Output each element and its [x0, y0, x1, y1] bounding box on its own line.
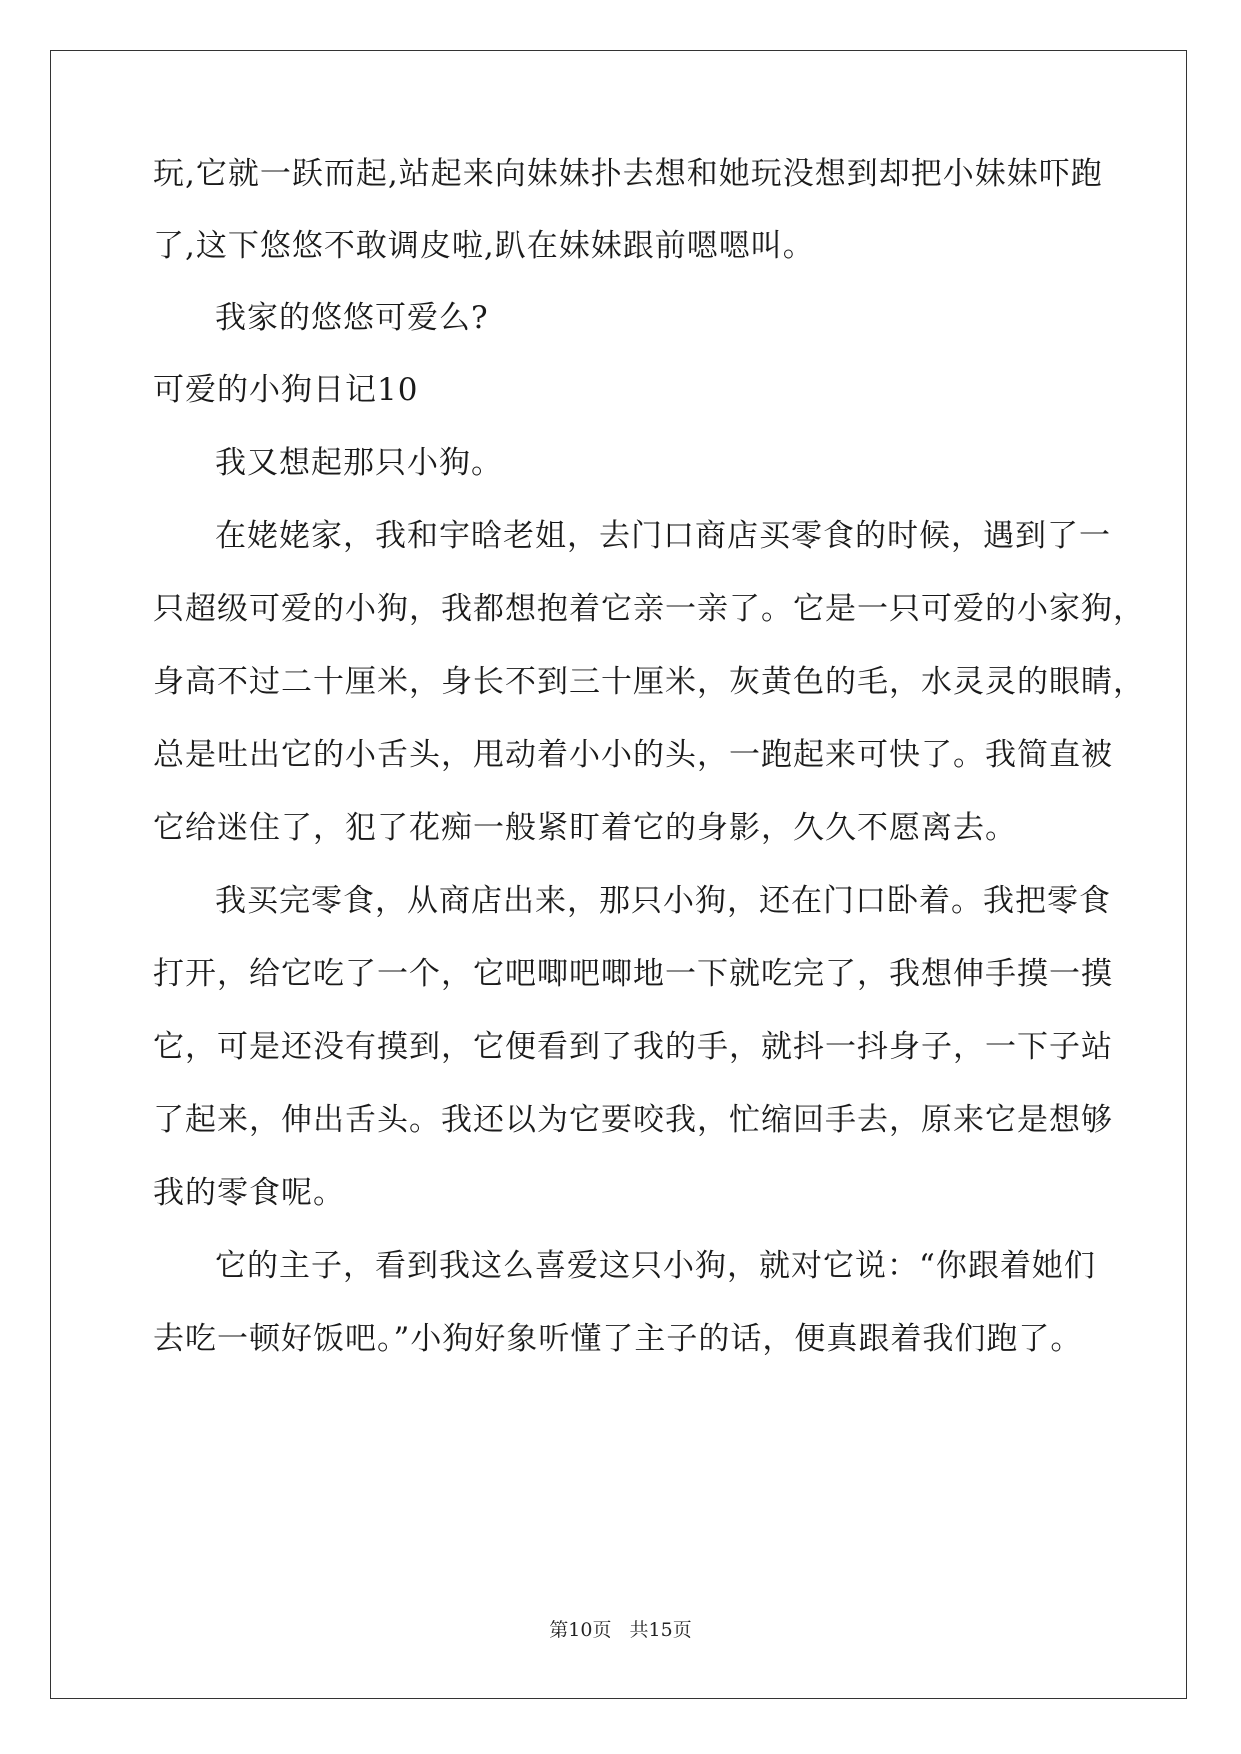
paragraph-start-line: 我又想起那只小狗。 [215, 445, 503, 481]
page-footer [0, 1618, 1241, 1642]
body-text-line: 了起来，伸出舌头。我还以为它要咬我，忙缩回手去，原来它是想够 [153, 1102, 1113, 1138]
page-number: 第10页 [549, 1619, 612, 1641]
paragraph-start-line: 它的主子，看到我这么喜爱这只小狗，就对它说：“你跟着她们 [215, 1248, 1096, 1284]
body-text-line: 打开，给它吃了一个，它吧唧吧唧地一下就吃完了，我想伸手摸一摸 [153, 956, 1113, 992]
paragraph-start-line: 在姥姥家，我和宇晗老姐，去门口商店买零食的时候，遇到了一 [215, 518, 1111, 554]
body-text-line: 我的零食呢。 [153, 1175, 345, 1211]
body-text-line: 它，可是还没有摸到，它便看到了我的手，就抖一抖身子，一下子站 [153, 1029, 1113, 1065]
body-text-line: 身高不过二十厘米，身长不到三十厘米，灰黄色的毛，水灵灵的眼睛， [153, 664, 1145, 700]
body-text-line: 总是吐出它的小舌头，甩动着小小的头，一跑起来可快了。我简直被 [153, 737, 1113, 773]
paragraph-start-line: 我买完零食，从商店出来，那只小狗，还在门口卧着。我把零食 [215, 883, 1111, 919]
body-text-line: 只超级可爱的小狗，我都想抱着它亲一亲了。它是一只可爱的小家狗， [153, 591, 1145, 627]
body-text-line: 它给迷住了，犯了花痴一般紧盯着它的身影，久久不愿离去。 [153, 810, 1017, 846]
body-text-line: 玩,它就一跃而起,站起来向妹妹扑去想和她玩没想到却把小妹妹吓跑 [153, 156, 1103, 192]
body-text-line: 去吃一顿好饭吧。”小狗好象听懂了主子的话，便真跟着我们跑了。 [153, 1321, 1083, 1357]
paragraph-start-line: 我家的悠悠可爱么? [215, 300, 489, 336]
page-total: 共15页 [629, 1619, 692, 1641]
body-text-line: 了,这下悠悠不敢调皮啦,趴在妹妹跟前嗯嗯叫。 [153, 228, 815, 264]
section-heading: 可爱的小狗日记10 [153, 372, 419, 408]
